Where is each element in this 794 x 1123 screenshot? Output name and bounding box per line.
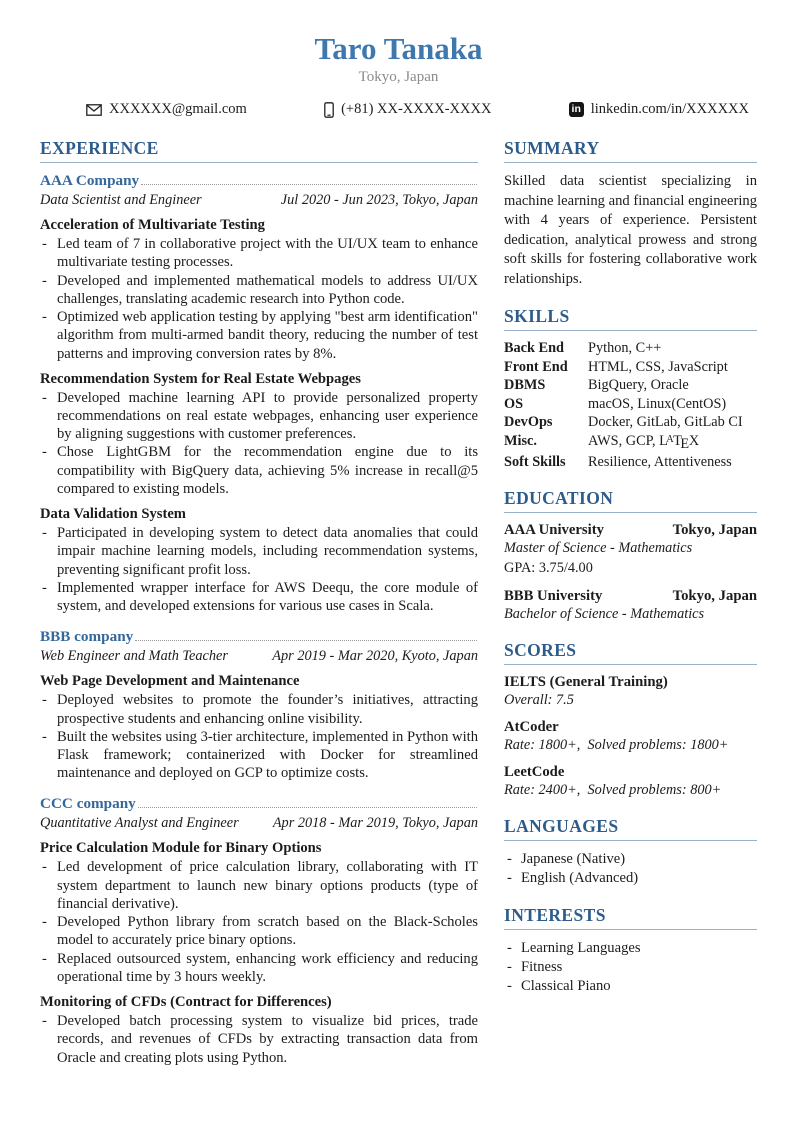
project-title: Monitoring of CFDs (Contract for Differences) — [40, 994, 332, 1011]
latex-logo: $L^ATEX$ — [659, 432, 700, 452]
experience-title: EXPERIENCE — [40, 138, 478, 163]
linkedin-icon: in — [569, 102, 584, 117]
skill-label: Misc. — [504, 432, 537, 449]
skill-value: Resilience, Attentiveness — [588, 454, 732, 471]
skills-title: SKILLS — [504, 306, 757, 331]
company-entry — [40, 795, 478, 1066]
degree: Master of Science - Mathematics — [504, 540, 693, 557]
skill-value: AWS, GCP, $L^ATEX$ — [588, 432, 700, 452]
project-title: Data Validation System — [40, 506, 186, 523]
score-name: AtCoder — [504, 719, 559, 736]
skill-value: HTML, CSS, JavaScript — [588, 358, 728, 375]
bullet-item: - Deployed websites to promote the founder’s initiatives, attracting prospective students and enhancing online visibility. — [40, 691, 478, 727]
section-summary — [504, 138, 757, 289]
project — [40, 994, 478, 1067]
skills-table — [504, 340, 757, 471]
skill-label: DBMS — [504, 377, 546, 394]
section-interests — [504, 905, 757, 996]
skill-label: Back End — [504, 340, 564, 357]
company-name: BBB company — [40, 628, 134, 646]
company-name: CCC company — [40, 795, 136, 813]
bullet-item: - Participated in developing system to detect data anomalies that could impair machine learning models, including recommendation systems, preventing significant profit loss. — [40, 524, 478, 579]
interests-title: INTERESTS — [504, 905, 757, 930]
project — [40, 371, 478, 498]
bullet-item: - Developed Python library from scratch based on the Black-Scholes model to accurately price binary options. — [40, 913, 478, 949]
school-name: AAA University — [504, 522, 604, 539]
project-title: Recommendation System for Real Estate Webpages — [40, 370, 361, 387]
section-languages — [504, 816, 757, 888]
skill-value: macOS, Linux(CentOS) — [588, 395, 727, 412]
bullet-item: - Led team of 7 in collaborative project with the UI/UX team to enhance multivariate testing processes. — [40, 235, 478, 271]
project-title: Web Page Development and Maintenance — [40, 673, 300, 690]
mobile-phone-icon — [324, 102, 334, 118]
bullet-item: - Developed batch processing system to visualize bid prices, trade records, and revenues of CFDs by extracting transaction data from Oracle and creating plots using Python. — [40, 1012, 478, 1067]
education-entry — [504, 588, 757, 623]
project-title: Price Calculation Module for Binary Options — [40, 840, 322, 857]
school-location: Tokyo, Japan — [672, 588, 757, 605]
summary-title: SUMMARY — [504, 138, 757, 163]
dotted-leader — [141, 184, 477, 185]
person-name: Taro Tanaka — [314, 31, 483, 66]
company-name: AAA Company — [40, 172, 140, 190]
skill-value: Docker, GitLab, GitLab CI — [588, 414, 743, 431]
skill-value: Python, C++ — [588, 340, 662, 357]
contact-phone-text: (+81) XX-XXXX-XXXX — [341, 101, 492, 118]
body-columns — [40, 138, 757, 1084]
score-name: IELTS (General Training) — [504, 674, 668, 691]
company-dates-location: Apr 2019 - Mar 2020, Kyoto, Japan — [272, 648, 478, 665]
score-name: LeetCode — [504, 764, 565, 781]
bullet-item: - Implemented wrapper interface for AWS Deequ, the core module of system, and developed extensions for various use cases in Scala. — [40, 579, 478, 615]
interest-item: - Fitness — [504, 958, 757, 977]
dotted-leader — [138, 807, 477, 808]
project — [40, 506, 478, 615]
company-role: Data Scientist and Engineer — [40, 192, 202, 209]
resume-header — [40, 32, 757, 118]
right-column — [504, 138, 757, 1084]
bullet-item: - Optimized web application testing by applying "best arm identification" algorithm from multi-armed bandit theory, reducing the number of test patterns and improving conversion rates by 8%. — [40, 308, 478, 363]
project — [40, 673, 478, 782]
score-detail: Overall: 7.5 — [504, 692, 574, 709]
score-entry — [504, 674, 757, 709]
school-location: Tokyo, Japan — [672, 522, 757, 539]
score-detail: Rate: 2400+, Solved problems: 800+ — [504, 782, 722, 799]
project — [40, 217, 478, 363]
dotted-leader — [135, 640, 477, 641]
contact-email-text: XXXXXX@gmail.com — [109, 101, 247, 118]
education-title: EDUCATION — [504, 488, 757, 513]
bullet-item: - Led development of price calculation library, collaborating with IT system department to launch new binary options products (type of financial derivative). — [40, 858, 478, 913]
score-detail: Rate: 1800+, Solved problems: 1800+ — [504, 737, 729, 754]
language-item: - English (Advanced) — [504, 869, 757, 888]
company-role: Web Engineer and Math Teacher — [40, 648, 228, 665]
company-dates-location: Apr 2018 - Mar 2019, Tokyo, Japan — [272, 815, 478, 832]
project — [40, 840, 478, 986]
section-education — [504, 488, 757, 623]
bullet-item: - Developed machine learning API to provide personalized property recommendations on real estate webpages, enhancing user experience by aligning suggestions with customer preferences. — [40, 389, 478, 444]
score-entry — [504, 719, 757, 754]
company-entry — [40, 172, 478, 615]
section-scores — [504, 640, 757, 799]
skill-label: Soft Skills — [504, 454, 566, 471]
contact-email[interactable] — [86, 101, 247, 118]
score-entry — [504, 764, 757, 799]
bullet-item: - Developed and implemented mathematical models to address UI/UX challenges, translating academic research into Python code. — [40, 272, 478, 308]
section-skills — [504, 306, 757, 471]
skill-label: OS — [504, 395, 524, 412]
language-item: - Japanese (Native) — [504, 850, 757, 869]
left-column — [40, 138, 478, 1084]
summary-text: Skilled data scientist specializing in machine learning and financial engineering with 4 years of experience. Persistent dedication, analytical prowess and strong soft skills for fostering collaborative work relationships. — [504, 173, 757, 287]
contact-linkedin-text: linkedin.com/in/XXXXXX — [590, 101, 749, 118]
envelope-icon — [86, 104, 102, 116]
gpa: GPA: 3.75/4.00 — [504, 560, 593, 577]
interest-item: - Learning Languages — [504, 939, 757, 958]
contact-phone[interactable] — [324, 101, 491, 118]
company-entry — [40, 628, 478, 782]
languages-title: LANGUAGES — [504, 816, 757, 841]
school-name: BBB University — [504, 588, 603, 605]
contact-row — [86, 101, 749, 118]
scores-title: SCORES — [504, 640, 757, 665]
section-experience — [40, 138, 478, 1067]
company-dates-location: Jul 2020 - Jun 2023, Tokyo, Japan — [280, 192, 478, 209]
skill-value: BigQuery, Oracle — [588, 377, 689, 394]
project-title: Acceleration of Multivariate Testing — [40, 217, 265, 234]
bullet-item: - Replaced outsourced system, enhancing work efficiency and reducing operational time by 3 hours weekly. — [40, 950, 478, 986]
bullet-item: - Built the websites using 3-tier architecture, implemented in Python with Flask framework; containerized with Docker for streamlined maintenance and deployed on GCP to optimize costs. — [40, 728, 478, 783]
interest-item: - Classical Piano — [504, 977, 757, 996]
person-location: Tokyo, Japan — [358, 69, 439, 86]
skill-label: DevOps — [504, 414, 553, 431]
degree: Bachelor of Science - Mathematics — [504, 606, 705, 623]
contact-linkedin[interactable] — [569, 101, 749, 118]
company-role: Quantitative Analyst and Engineer — [40, 815, 239, 832]
education-entry — [504, 522, 757, 577]
bullet-item: - Chose LightGBM for the recommendation engine due to its compatibility with BigQuery data, achieving 5% increase in recall@5 compared to existing models. — [40, 443, 478, 498]
skill-label: Front End — [504, 358, 568, 375]
